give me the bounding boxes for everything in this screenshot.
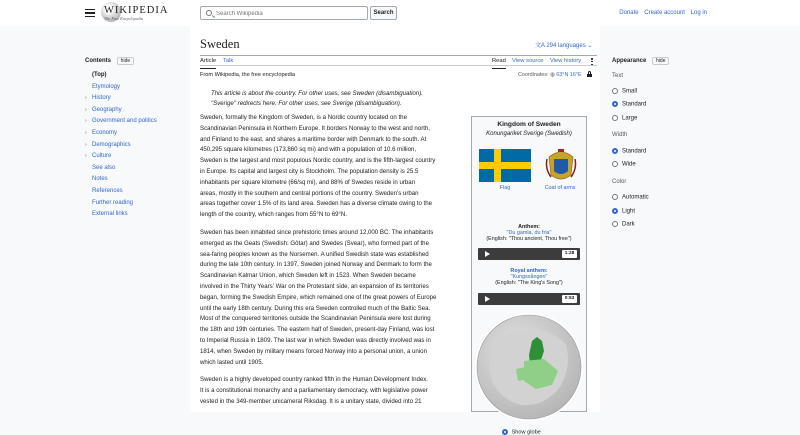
site-subtitle: From Wikipedia, the free encyclopedia [200, 72, 296, 78]
toc-item[interactable] [85, 116, 190, 128]
text-size-label: Text [612, 73, 624, 79]
paragraph-line: during the late 10th century. In 1397, Sweden joined Norway and Denmark to form the [200, 261, 432, 269]
toc-item-label: Etymology [92, 83, 121, 90]
intro-paragraph-1 [200, 113, 461, 221]
toc-item[interactable] [85, 70, 190, 82]
toc-item[interactable] [85, 163, 190, 175]
toc-item[interactable] [85, 209, 190, 221]
paragraph-line: emerged as the Geats (Swedish: Götar) and Swedes (Svear), who formed part of the [200, 239, 429, 247]
toc-item[interactable] [85, 140, 190, 152]
color-light[interactable] [612, 208, 635, 216]
paragraph-line: sea-faring peoples known as the Norsemen. A unified Swedish state was established [200, 250, 429, 258]
color-label: Color [612, 179, 627, 185]
paragraph-line: vested in the 349-member unicameral Riksdag. It is a unitary state, divided into 21 [200, 397, 422, 405]
flag-caption[interactable]: Flag [499, 185, 511, 191]
paragraph-line: the 18th and 19th centuries. The eastern half of Sweden, present-day Finland, was lost [200, 326, 435, 334]
toc-item-label: Notes [92, 176, 108, 183]
appearance-heading [612, 57, 712, 65]
paragraph-line: in Europe. Its capital and largest city is Stockholm. The population density is 25.5 [200, 167, 419, 175]
tab-article[interactable]: Article [200, 57, 216, 69]
radio-selected-icon[interactable] [612, 208, 618, 214]
radio-selected-icon[interactable] [612, 148, 618, 154]
chevron-right-icon[interactable]: › [85, 141, 87, 148]
paragraph-line: and Finland to the east, and shares a maritime border with Denmark to the south. At [200, 135, 427, 143]
show-globe-toggle[interactable] [502, 429, 541, 435]
appearance-hide-button[interactable]: hide [652, 57, 669, 65]
search-box[interactable] [200, 6, 368, 20]
paragraph-line: Sweden is the largest and most populous Nordic country, and is the fifth-largest country [200, 157, 436, 165]
toc-item-label: Demographics [92, 141, 131, 148]
donate-link[interactable]: Donate [619, 10, 639, 16]
paragraph-line: areas together cover 1.5% of its land area. Sweden has a diverse climate owing to the [200, 200, 433, 208]
paragraph-line: areas, mostly in the southern and central portions of the country. Sweden's urban [200, 189, 419, 197]
paragraph-line: began, forming the Swedish Empire, which remained one of the great powers of Europe [200, 293, 437, 301]
intro-paragraph-2 [200, 228, 461, 368]
infobox-native-name: Konungariket Sverige (Swedish) [486, 131, 572, 137]
toc-item-label: Economy [92, 129, 118, 136]
radio-selected-icon[interactable] [612, 101, 618, 107]
toc-item-label: See also [92, 164, 116, 171]
toc-heading [85, 57, 190, 65]
wikipedia-wordmark[interactable]: WIKIPEDIA [104, 5, 169, 16]
radio-icon[interactable] [612, 221, 618, 227]
intro-paragraph-3 [200, 375, 461, 407]
anthem-block [472, 224, 586, 243]
anthem-audio-player[interactable] [478, 248, 580, 260]
hatnote-line: This article is about the country. For other uses, see Sweden (disambiguation). [211, 90, 423, 97]
royal-anthem-label[interactable]: Royal anthem: [510, 268, 548, 274]
paragraph-line: Sweden, formally the Kingdom of Sweden, is a Nordic country located on the [200, 114, 407, 121]
toc-list [85, 70, 190, 221]
paragraph-line: length of the country, which ranges from 55°N to 69°N. [200, 211, 348, 219]
toc-item[interactable] [85, 105, 190, 117]
toc-item-label: (Top) [92, 72, 107, 78]
royal-anthem-audio-player[interactable] [478, 293, 580, 305]
radio-icon[interactable] [612, 194, 618, 200]
search-icon [206, 10, 212, 16]
chevron-right-icon[interactable]: › [85, 106, 87, 113]
toc-item[interactable] [85, 93, 190, 105]
paragraph-line: inhabitants per square kilometre (66/sq mi), and 88% of Swedes reside in urban [200, 178, 416, 186]
chevron-right-icon[interactable]: › [85, 129, 87, 136]
paragraph-line: Scandinavian Peninsula in Northern Europe. It borders Norway to the west and north, [200, 124, 431, 132]
anthem-name[interactable]: "Du gamla, du fria" [506, 230, 552, 237]
toc-item[interactable] [85, 151, 190, 163]
chevron-down-icon: ⌄ [587, 43, 593, 49]
radio-selected-icon[interactable] [502, 429, 508, 435]
option-label: Wide [622, 161, 636, 168]
toc-item-label: External links [92, 211, 128, 218]
option-label: Automatic [622, 194, 649, 201]
width-wide[interactable] [612, 161, 636, 169]
paragraph-line: It is a constitutional monarchy and a parliamentary democracy, with legislative power [200, 386, 428, 394]
toc-item-label: History [92, 95, 111, 102]
toc-item[interactable] [85, 198, 190, 210]
language-button[interactable] [535, 40, 592, 49]
option-label: Light [622, 208, 636, 215]
anthem-translation: (English: "Thou ancient, Thou free") [486, 236, 572, 243]
coordinates [518, 72, 582, 78]
search-button[interactable]: Search [370, 6, 397, 20]
page-tabs [200, 57, 597, 69]
royal-anthem-block [472, 268, 586, 287]
option-label: Standard [622, 101, 647, 108]
wikipedia-tagline: The Free Encyclopedia [104, 16, 143, 21]
anthem-label: Anthem: [518, 224, 540, 230]
coordinates-label: Coordinates: [518, 72, 549, 78]
tabs-divider [200, 65, 597, 66]
anthem-duration: 1:28 [562, 250, 577, 258]
appearance-panel [612, 57, 712, 228]
show-globe-label: Show globe [511, 429, 541, 435]
text-size-large[interactable] [612, 115, 637, 123]
hatnote [211, 89, 461, 110]
page-title: Sweden [200, 37, 240, 51]
paragraph-line: Scandinavian Kalmar Union, which Sweden left in 1523. When Sweden became [200, 272, 416, 280]
paragraph-line: Most of the conquered territories outside the Scandinavian Peninsula were lost during [200, 315, 431, 323]
paragraph-line: 450,295 square kilometres (173,860 sq mi) and with a population of 10.6 million, [200, 146, 417, 154]
chevron-right-icon[interactable]: › [85, 118, 87, 125]
text-size-standard[interactable] [612, 101, 646, 109]
text-size-small[interactable] [612, 88, 637, 96]
tab-view-history[interactable]: View history [550, 58, 582, 64]
toc-item-label: Culture [92, 153, 112, 160]
toc-item-label: Geography [92, 106, 122, 113]
color-automatic[interactable] [612, 194, 649, 202]
option-label: Standard [622, 148, 647, 155]
paragraph-line: Sweden is a highly developed country ranked fifth in the Human Development Index. [200, 376, 428, 383]
color-dark[interactable] [612, 221, 635, 229]
toc-item[interactable] [85, 174, 190, 186]
option-label: Small [622, 88, 638, 95]
coat-of-arms-caption[interactable]: Coat of arms [544, 185, 576, 191]
toc-hide-button[interactable]: hide [117, 57, 134, 65]
royal-anthem-name[interactable]: "Kungssången" [510, 274, 548, 281]
option-label: Large [622, 115, 638, 122]
royal-anthem-duration: 0:53 [562, 295, 577, 303]
radio-icon[interactable] [612, 88, 618, 94]
create-account-link[interactable]: Create account [644, 10, 685, 16]
tab-view-source[interactable]: View source [512, 58, 544, 64]
toc-item-label: References [92, 187, 123, 194]
paragraph-line: until the early 18th century. During this era Sweden controlled much of the Baltic Sea. [200, 304, 431, 312]
user-links [615, 10, 707, 16]
main-menu-icon[interactable] [85, 9, 95, 17]
option-label: Dark [622, 221, 635, 228]
paragraph-line: Sweden has been inhabited since prehistoric times around 12,000 BC. The inhabitants [200, 229, 434, 236]
hatnote-line: "Sverige" redirects here. For other uses, see Sverige (disambiguation). [211, 100, 402, 108]
play-icon[interactable] [485, 251, 490, 257]
infobox [471, 116, 587, 435]
site-header [0, 0, 800, 26]
toc-item-label: Government and politics [92, 118, 157, 125]
chevron-right-icon[interactable]: › [85, 153, 87, 160]
paragraph-line: which lasted until 1905. [200, 358, 264, 366]
royal-anthem-translation: (English: "The King's Song") [495, 280, 563, 287]
appearance-title: Appearance [612, 58, 647, 64]
flag-of-sweden[interactable] [479, 149, 531, 182]
toc-item[interactable] [85, 128, 190, 140]
coordinates-link[interactable]: 63°N 16°E [556, 72, 582, 78]
globe-icon: ◍ [550, 72, 555, 78]
translate-icon: 文A [535, 43, 545, 49]
coat-of-arms-image[interactable] [545, 145, 577, 183]
paragraph-line: 1814, when Sweden by military means forced Norway into a personal union, a union [200, 347, 427, 355]
paragraph-line: to Imperial Russia in 1809. The last war in which Sweden was directly involved was in [200, 336, 431, 344]
lock-icon[interactable] [587, 71, 592, 77]
radio-icon[interactable] [612, 115, 618, 121]
toc-item[interactable] [85, 186, 190, 198]
width-label: Width [612, 132, 628, 138]
main-content [190, 26, 600, 435]
tab-talk[interactable]: Talk [223, 58, 234, 64]
infobox-title: Kingdom of Sweden [497, 121, 561, 128]
location-globe-map[interactable] [474, 311, 584, 423]
language-count: 294 languages [546, 43, 586, 49]
table-of-contents [85, 57, 190, 221]
log-in-link[interactable]: Log in [690, 10, 707, 16]
toc-title: Contents [85, 58, 111, 64]
radio-icon[interactable] [612, 161, 618, 167]
play-icon[interactable] [485, 296, 490, 302]
tab-read[interactable]: Read [492, 57, 506, 69]
toc-item-label: Further reading [92, 199, 134, 206]
chevron-right-icon[interactable]: › [85, 95, 87, 102]
width-standard[interactable] [612, 148, 646, 156]
search-input[interactable] [216, 8, 364, 19]
paragraph-line: involved in the Thirty Years' War on the Protestant side, an expansion of its territories [200, 282, 429, 290]
title-divider [200, 55, 597, 56]
toc-item[interactable] [85, 82, 190, 94]
